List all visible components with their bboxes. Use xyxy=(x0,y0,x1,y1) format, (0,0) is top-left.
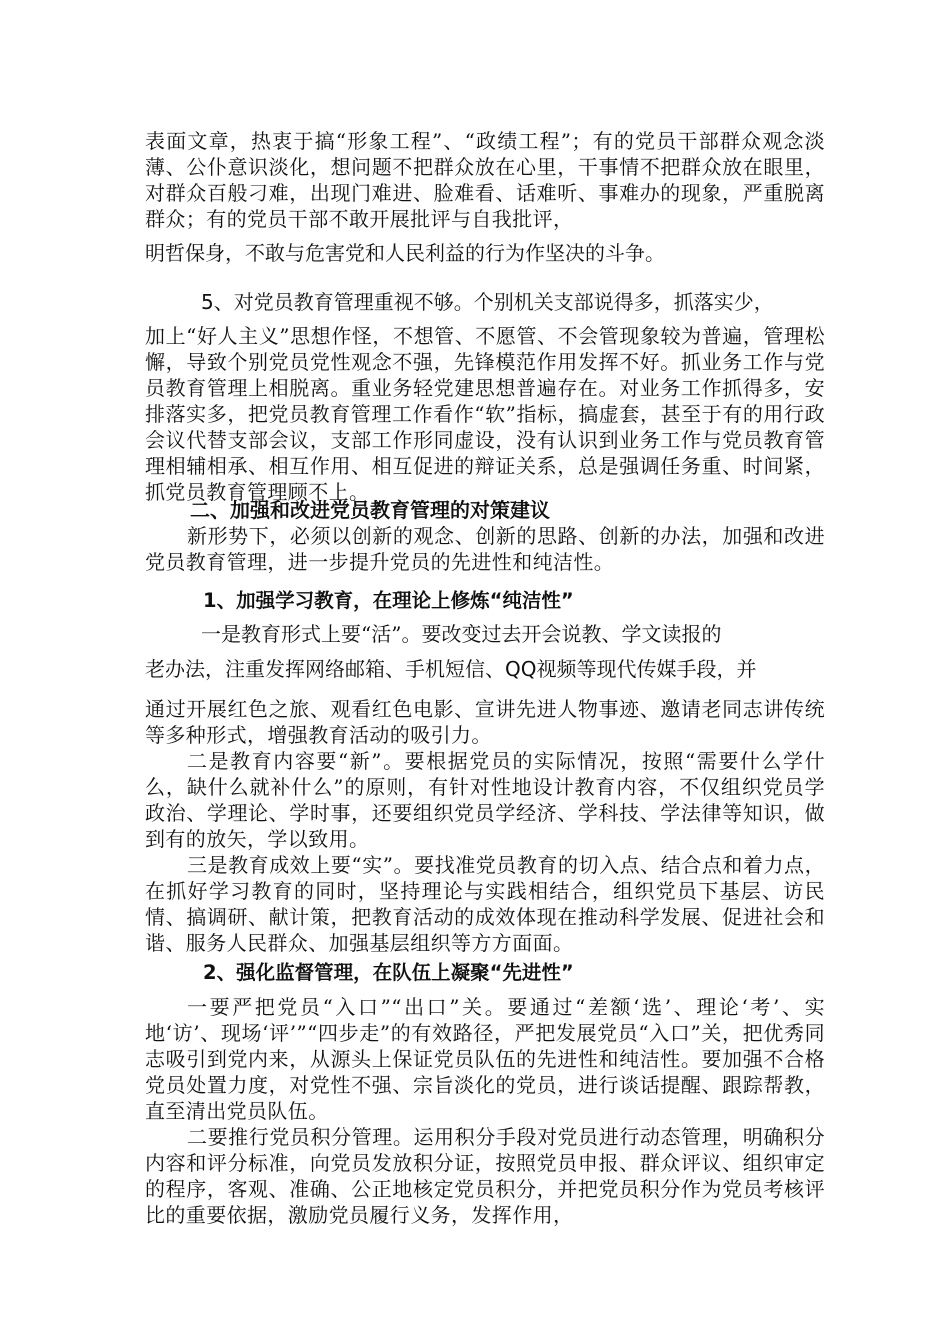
section-2-intro: 新形势下，必须以创新的观念、创新的思路、创新的办法，加强和改进党员教育管理，进一步提升党员的先进性和纯洁性。 xyxy=(145,524,825,574)
s1-p1-line2-a: 老办法，注重发挥网络邮箱、手机短信、 xyxy=(145,657,505,681)
s1-p3: 三是教育成效上要“实”。要找准党员教育的切入点、结合点和着力点，在抓好学习教育的同时，坚持理论与实践相结合，组织党员下基层、访民情、搞调研、献计策，把教育活动的成效体现在推动科学发展、促进社会和谐、服务人民群众、加强基层组织等方方面面。 xyxy=(145,853,825,955)
paragraph-intro-b: 明哲保身，不敢与危害党和人民利益的行为作坚决的斗争。 xyxy=(145,241,665,265)
paragraph-intro-a: 表面文章，热衷于搞“形象工程”、“政绩工程”；有的党员干部群众观念淡薄、公仆意识淡化，想问题不把群众放在心里，干事情不把群众放在眼里，对群众百般刁难，出现门难进、脸难看、话难听、事难办的现象，严重脱离群众；有的党员干部不敢开展批评与自我批评， xyxy=(145,129,825,231)
s1-p2: 二是教育内容要“新”。要根据党员的实际情况，按照“需要什么学什么，缺什么就补什么”的原则，有针对性地设计教育内容，不仅组织党员学政治、学理论、学时事，还要组织党员学经济、学科技、学法律等知识，做到有的放矢，学以致用。 xyxy=(145,749,825,851)
s2-p2: 二要推行党员积分管理。运用积分手段对党员进行动态管理，明确积分内容和评分标准，向党员发放积分证，按照党员申报、群众评议、组织审定的程序，客观、准确、公正地核定党员积分，并把党员积分作为党员考核评比的重要依据，激励党员履行义务，发挥作用， xyxy=(145,1125,825,1227)
s1-p1-line2 xyxy=(145,656,756,682)
paragraph-5-first-line xyxy=(201,289,774,315)
s2-p1: 一要严把党员“入口”“出口”关。要通过“差额‘选’、理论‘考’、实地‘访’、现场‘评’”“四步走”的有效路径，严把发展党员“入口”关，把优秀同志吸引到党内来，从源头上保证党员队伍的先进性和纯洁性。要加强不合格党员处置力度，对党性不强、宗旨淡化的党员，进行谈话提醒、跟踪帮教，直至清出党员队伍。 xyxy=(145,995,825,1123)
section-2-title: 二、加强和改进党员教育管理的对策建议 xyxy=(190,498,550,522)
item-number-5: 5 xyxy=(201,290,214,314)
heading-2: 2、强化监督管理，在队伍上凝聚“先进性” xyxy=(203,961,574,984)
s1-p1-line1: 一是教育形式上要“活”。要改变过去开会说教、学文读报的 xyxy=(201,622,722,646)
paragraph-5-first-line-text: 、对党员教育管理重视不够。个别机关支部说得多，抓落实少， xyxy=(213,290,774,314)
paragraph-5-rest: 加上“好人主义”思想作怪，不想管、不愿管、不会管现象较为普遍，管理松懈，导致个别党员党性观念不强，先锋模范作用发挥不好。抓业务工作与党员教育管理上相脱离。重业务轻党建思想普遍存在。对业务工作抓得多，安排落实多，把党员教育管理工作看作“软”指标，搞虚套，甚至于有的用行政会议代替支部会议，支部工作形同虚设，没有认识到业务工作与党员教育管理相辅相承、相互作用、相互促进的辩证关系，总是强调任务重、时间紧，抓党员教育管理顾不上。 xyxy=(145,324,825,504)
s1-p1-line2-qq: QQ xyxy=(505,657,537,681)
heading-1: 1、加强学习教育，在理论上修炼“纯洁性” xyxy=(203,589,574,612)
s1-p1-rest: 通过开展红色之旅、观看红色电影、宣讲先进人物事迹、邀请老同志讲传统等多种形式，增强教育活动的吸引力。 xyxy=(145,697,825,747)
s1-p1-line2-b: 视频等现代传媒手段，并 xyxy=(536,657,757,681)
